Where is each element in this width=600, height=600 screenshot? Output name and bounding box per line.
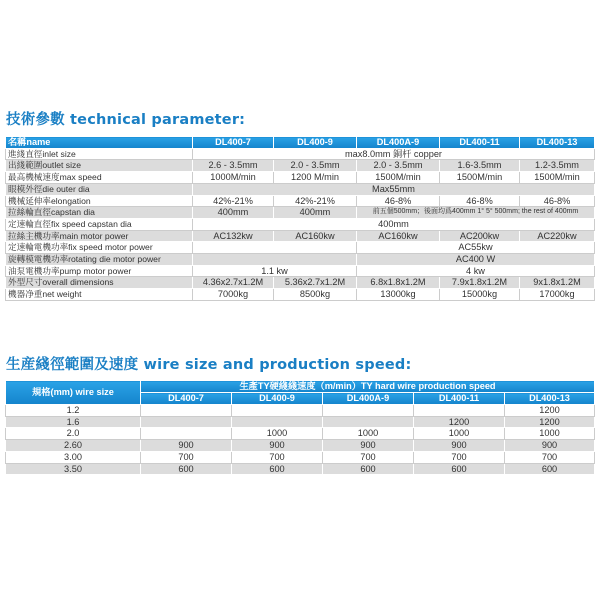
row-label: 眼模外徑die outer dia	[6, 183, 193, 195]
cell: max8.0mm 銅杆 copper	[193, 148, 595, 160]
table-row	[6, 405, 595, 417]
table-row	[6, 172, 595, 184]
cell: 1500M/min	[520, 172, 595, 184]
cell: 1500M/min	[440, 172, 520, 184]
header-speed: 生產TY硬綫綫速度（m/min）TY hard wire production speed	[141, 381, 595, 393]
header-model: DL400-11	[440, 137, 520, 149]
cell: 600	[232, 463, 323, 475]
cell	[323, 416, 414, 428]
header-row	[6, 137, 595, 149]
cell: 前五個500mm；後面均爲400mm 1° 5° 500mm; the rest of 400mm	[357, 207, 595, 219]
cell	[232, 416, 323, 428]
table-row	[6, 207, 595, 219]
cell: 15000kg	[440, 289, 520, 301]
table-row	[6, 416, 595, 428]
wire-speed-table	[5, 380, 595, 475]
cell: 900	[505, 440, 595, 452]
cell: 5.36x2.7x1.2M	[274, 277, 357, 289]
cell: 46-8%	[440, 195, 520, 207]
cell: 13000kg	[357, 289, 440, 301]
table-row	[6, 289, 595, 301]
cell	[232, 405, 323, 417]
header-model: DL400-11	[414, 393, 505, 405]
table-row	[6, 160, 595, 172]
cell: AC200kw	[440, 230, 520, 242]
cell	[141, 405, 232, 417]
technical-parameter-table	[5, 136, 595, 301]
cell: 46-8%	[357, 195, 440, 207]
cell: 700	[323, 451, 414, 463]
cell: 1000	[505, 428, 595, 440]
table-row	[6, 230, 595, 242]
cell: 700	[232, 451, 323, 463]
row-label: 油泵電機功率pump motor power	[6, 265, 193, 277]
row-label: 機器净重net weight	[6, 289, 193, 301]
table-row	[6, 195, 595, 207]
cell: 1.2-3.5mm	[520, 160, 595, 172]
table-row	[6, 183, 595, 195]
cell: 17000kg	[520, 289, 595, 301]
cell: AC400 W	[357, 254, 595, 266]
table-row	[6, 463, 595, 475]
cell: 1000	[232, 428, 323, 440]
cell: 900	[323, 440, 414, 452]
cell: 1.1 kw	[193, 265, 357, 277]
wire-size-cell: 1.6	[6, 416, 141, 428]
cell: 1200	[414, 416, 505, 428]
cell: 1500M/min	[357, 172, 440, 184]
cell: 600	[323, 463, 414, 475]
cell: 900	[232, 440, 323, 452]
cell: Max55mm	[193, 183, 595, 195]
table-row	[6, 218, 595, 230]
table-row	[6, 440, 595, 452]
cell	[141, 416, 232, 428]
cell: 2.0 - 3.5mm	[357, 160, 440, 172]
cell: 7000kg	[193, 289, 274, 301]
header-wire-size: 規格(mm) wire size	[6, 381, 141, 405]
table-row	[6, 428, 595, 440]
header-model: DL400A-9	[323, 393, 414, 405]
header-model: DL400-7	[193, 137, 274, 149]
cell: 900	[141, 440, 232, 452]
row-label: 定速輪直徑fix speed capstan dia	[6, 218, 193, 230]
row-label: 最高機械速度max speed	[6, 172, 193, 184]
wire-size-cell: 1.2	[6, 405, 141, 417]
cell	[141, 428, 232, 440]
cell: 900	[414, 440, 505, 452]
cell: 9x1.8x1.2M	[520, 277, 595, 289]
cell	[323, 405, 414, 417]
cell: AC132kw	[193, 230, 274, 242]
wire-size-cell: 3.00	[6, 451, 141, 463]
cell: 8500kg	[274, 289, 357, 301]
cell: 7.9x1.8x1.2M	[440, 277, 520, 289]
cell: 700	[141, 451, 232, 463]
header-model: DL400-13	[505, 393, 595, 405]
cell: 1.6-3.5mm	[440, 160, 520, 172]
cell: 1000	[323, 428, 414, 440]
table-row	[6, 148, 595, 160]
cell: 400mm	[193, 218, 595, 230]
cell: 1000	[414, 428, 505, 440]
cell: AC160kw	[274, 230, 357, 242]
cell: 2.6 - 3.5mm	[193, 160, 274, 172]
header-model: DL400-9	[232, 393, 323, 405]
cell: AC220kw	[520, 230, 595, 242]
cell: AC55kw	[357, 242, 595, 254]
cell: 600	[414, 463, 505, 475]
row-label: 外型尺寸overall dimensions	[6, 277, 193, 289]
table-row	[6, 451, 595, 463]
header-model: DL400A-9	[357, 137, 440, 149]
cell: 4.36x2.7x1.2M	[193, 277, 274, 289]
technical-parameter-title: 技術參數 technical parameter:	[6, 112, 246, 128]
row-label: 旋轉模電機功率rotating die motor power	[6, 254, 193, 266]
cell: 600	[141, 463, 232, 475]
header-name: 名稱name	[6, 137, 193, 149]
cell	[193, 254, 357, 266]
cell: 1000M/min	[193, 172, 274, 184]
cell: 700	[505, 451, 595, 463]
cell: 400mm	[193, 207, 274, 219]
table-row	[6, 265, 595, 277]
cell: 2.0 - 3.5mm	[274, 160, 357, 172]
cell: 1200	[505, 405, 595, 417]
table-row	[6, 277, 595, 289]
header-model: DL400-7	[141, 393, 232, 405]
row-label: 進綫直徑inlet size	[6, 148, 193, 160]
row-label: 拉絲輪直徑capstan dia	[6, 207, 193, 219]
cell: 1200 M/min	[274, 172, 357, 184]
cell: 46-8%	[520, 195, 595, 207]
row-label: 機械延伸率elongation	[6, 195, 193, 207]
header-model: DL400-13	[520, 137, 595, 149]
cell: 42%-21%	[193, 195, 274, 207]
cell: 1200	[505, 416, 595, 428]
wire-size-cell: 2.60	[6, 440, 141, 452]
wire-size-cell: 2.0	[6, 428, 141, 440]
row-label: 出綫範圍outlet size	[6, 160, 193, 172]
cell: 6.8x1.8x1.2M	[357, 277, 440, 289]
row-label: 定速輪電機功率fix speed motor power	[6, 242, 193, 254]
row-label: 拉絲主機功率main motor power	[6, 230, 193, 242]
table-row	[6, 242, 595, 254]
cell: 4 kw	[357, 265, 595, 277]
header-row	[6, 381, 595, 393]
wire-size-title: 生産綫徑範圍及速度 wire size and production speed:	[6, 357, 412, 373]
cell	[193, 242, 357, 254]
cell: 400mm	[274, 207, 357, 219]
cell: 600	[505, 463, 595, 475]
cell: 700	[414, 451, 505, 463]
table-row	[6, 254, 595, 266]
cell: 42%-21%	[274, 195, 357, 207]
wire-size-cell: 3.50	[6, 463, 141, 475]
cell	[414, 405, 505, 417]
header-model: DL400-9	[274, 137, 357, 149]
cell: AC160kw	[357, 230, 440, 242]
